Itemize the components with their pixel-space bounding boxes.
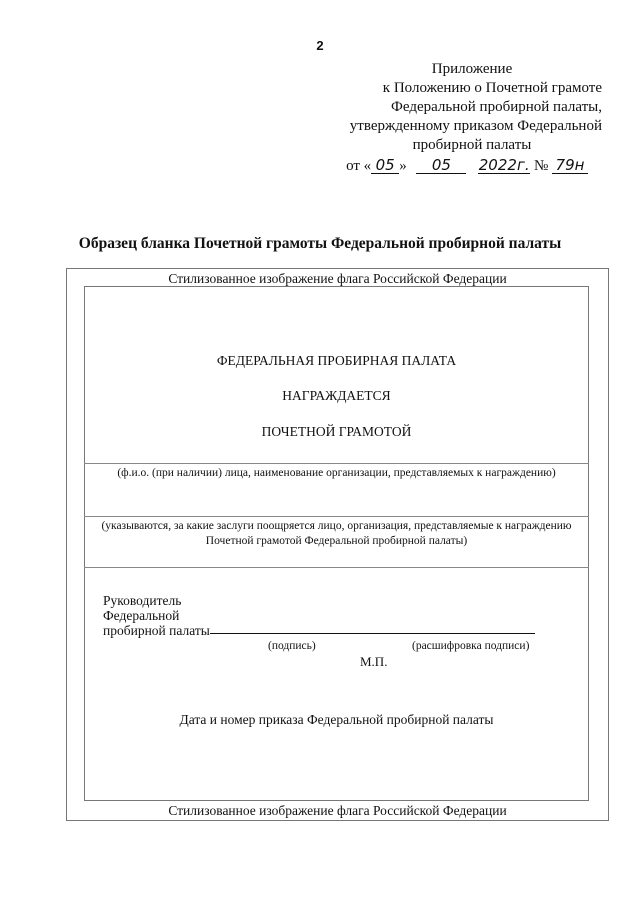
- appendix-header: [302, 60, 602, 176]
- date-month: 05: [416, 157, 466, 174]
- appendix-line: пробирной палаты: [412, 137, 532, 153]
- head-label-line1: Руководитель: [103, 593, 182, 608]
- agency-name: ФЕДЕРАЛЬНАЯ ПРОБИРНАЯ ПАЛАТА: [216, 353, 457, 368]
- signature-caption: (подпись): [268, 640, 316, 652]
- recipient-line: [84, 463, 589, 464]
- merits-caption-line1: (указываются, за какие заслуги поощряется лицо, организация, представляемые к награждению: [101, 520, 572, 532]
- date-year: 2022г.: [478, 156, 530, 174]
- page-number: 2: [316, 38, 324, 53]
- awarded-text: НАГРАЖДАЕТСЯ: [282, 388, 391, 403]
- order-number-label: №: [533, 158, 549, 174]
- merits-caption-line2: Почетной грамотой Федеральной пробирной палаты): [205, 535, 468, 547]
- merits-line: [84, 516, 589, 517]
- head-label-line2: Федеральной: [103, 608, 180, 623]
- signature-line: [210, 633, 535, 634]
- decoding-caption: (расшифровка подписи): [412, 640, 530, 652]
- recipient-caption: (ф.и.о. (при наличии) лица, наименование организации, представляемых к награждению): [117, 467, 556, 479]
- flag-caption-top: Стилизованное изображение флага Российской Федерации: [168, 271, 507, 286]
- appendix-date-line: [302, 155, 602, 176]
- appendix-line: утвержденному приказом Федеральной: [349, 118, 602, 134]
- seal-place: М.П.: [360, 654, 388, 669]
- head-label-line3: пробирной палаты: [103, 623, 210, 638]
- date-day: 05: [371, 157, 399, 174]
- award-text: ПОЧЕТНОЙ ГРАМОТОЙ: [261, 424, 412, 439]
- document-title: Образец бланка Почетной грамоты Федеральной пробирной палаты: [78, 235, 562, 252]
- date-mid: »: [399, 158, 407, 174]
- date-prefix: от «: [346, 158, 372, 174]
- order-number: 79н: [552, 157, 588, 174]
- appendix-line: Приложение: [431, 61, 513, 77]
- flag-caption-bottom: Стилизованное изображение флага Российской Федерации: [168, 803, 507, 818]
- order-caption: Дата и номер приказа Федеральной пробирной палаты: [179, 712, 494, 727]
- appendix-line: Федеральной пробирной палаты,: [391, 99, 602, 115]
- merits-bottom-line: [84, 567, 589, 568]
- appendix-line: к Положению о Почетной грамоте: [382, 80, 602, 96]
